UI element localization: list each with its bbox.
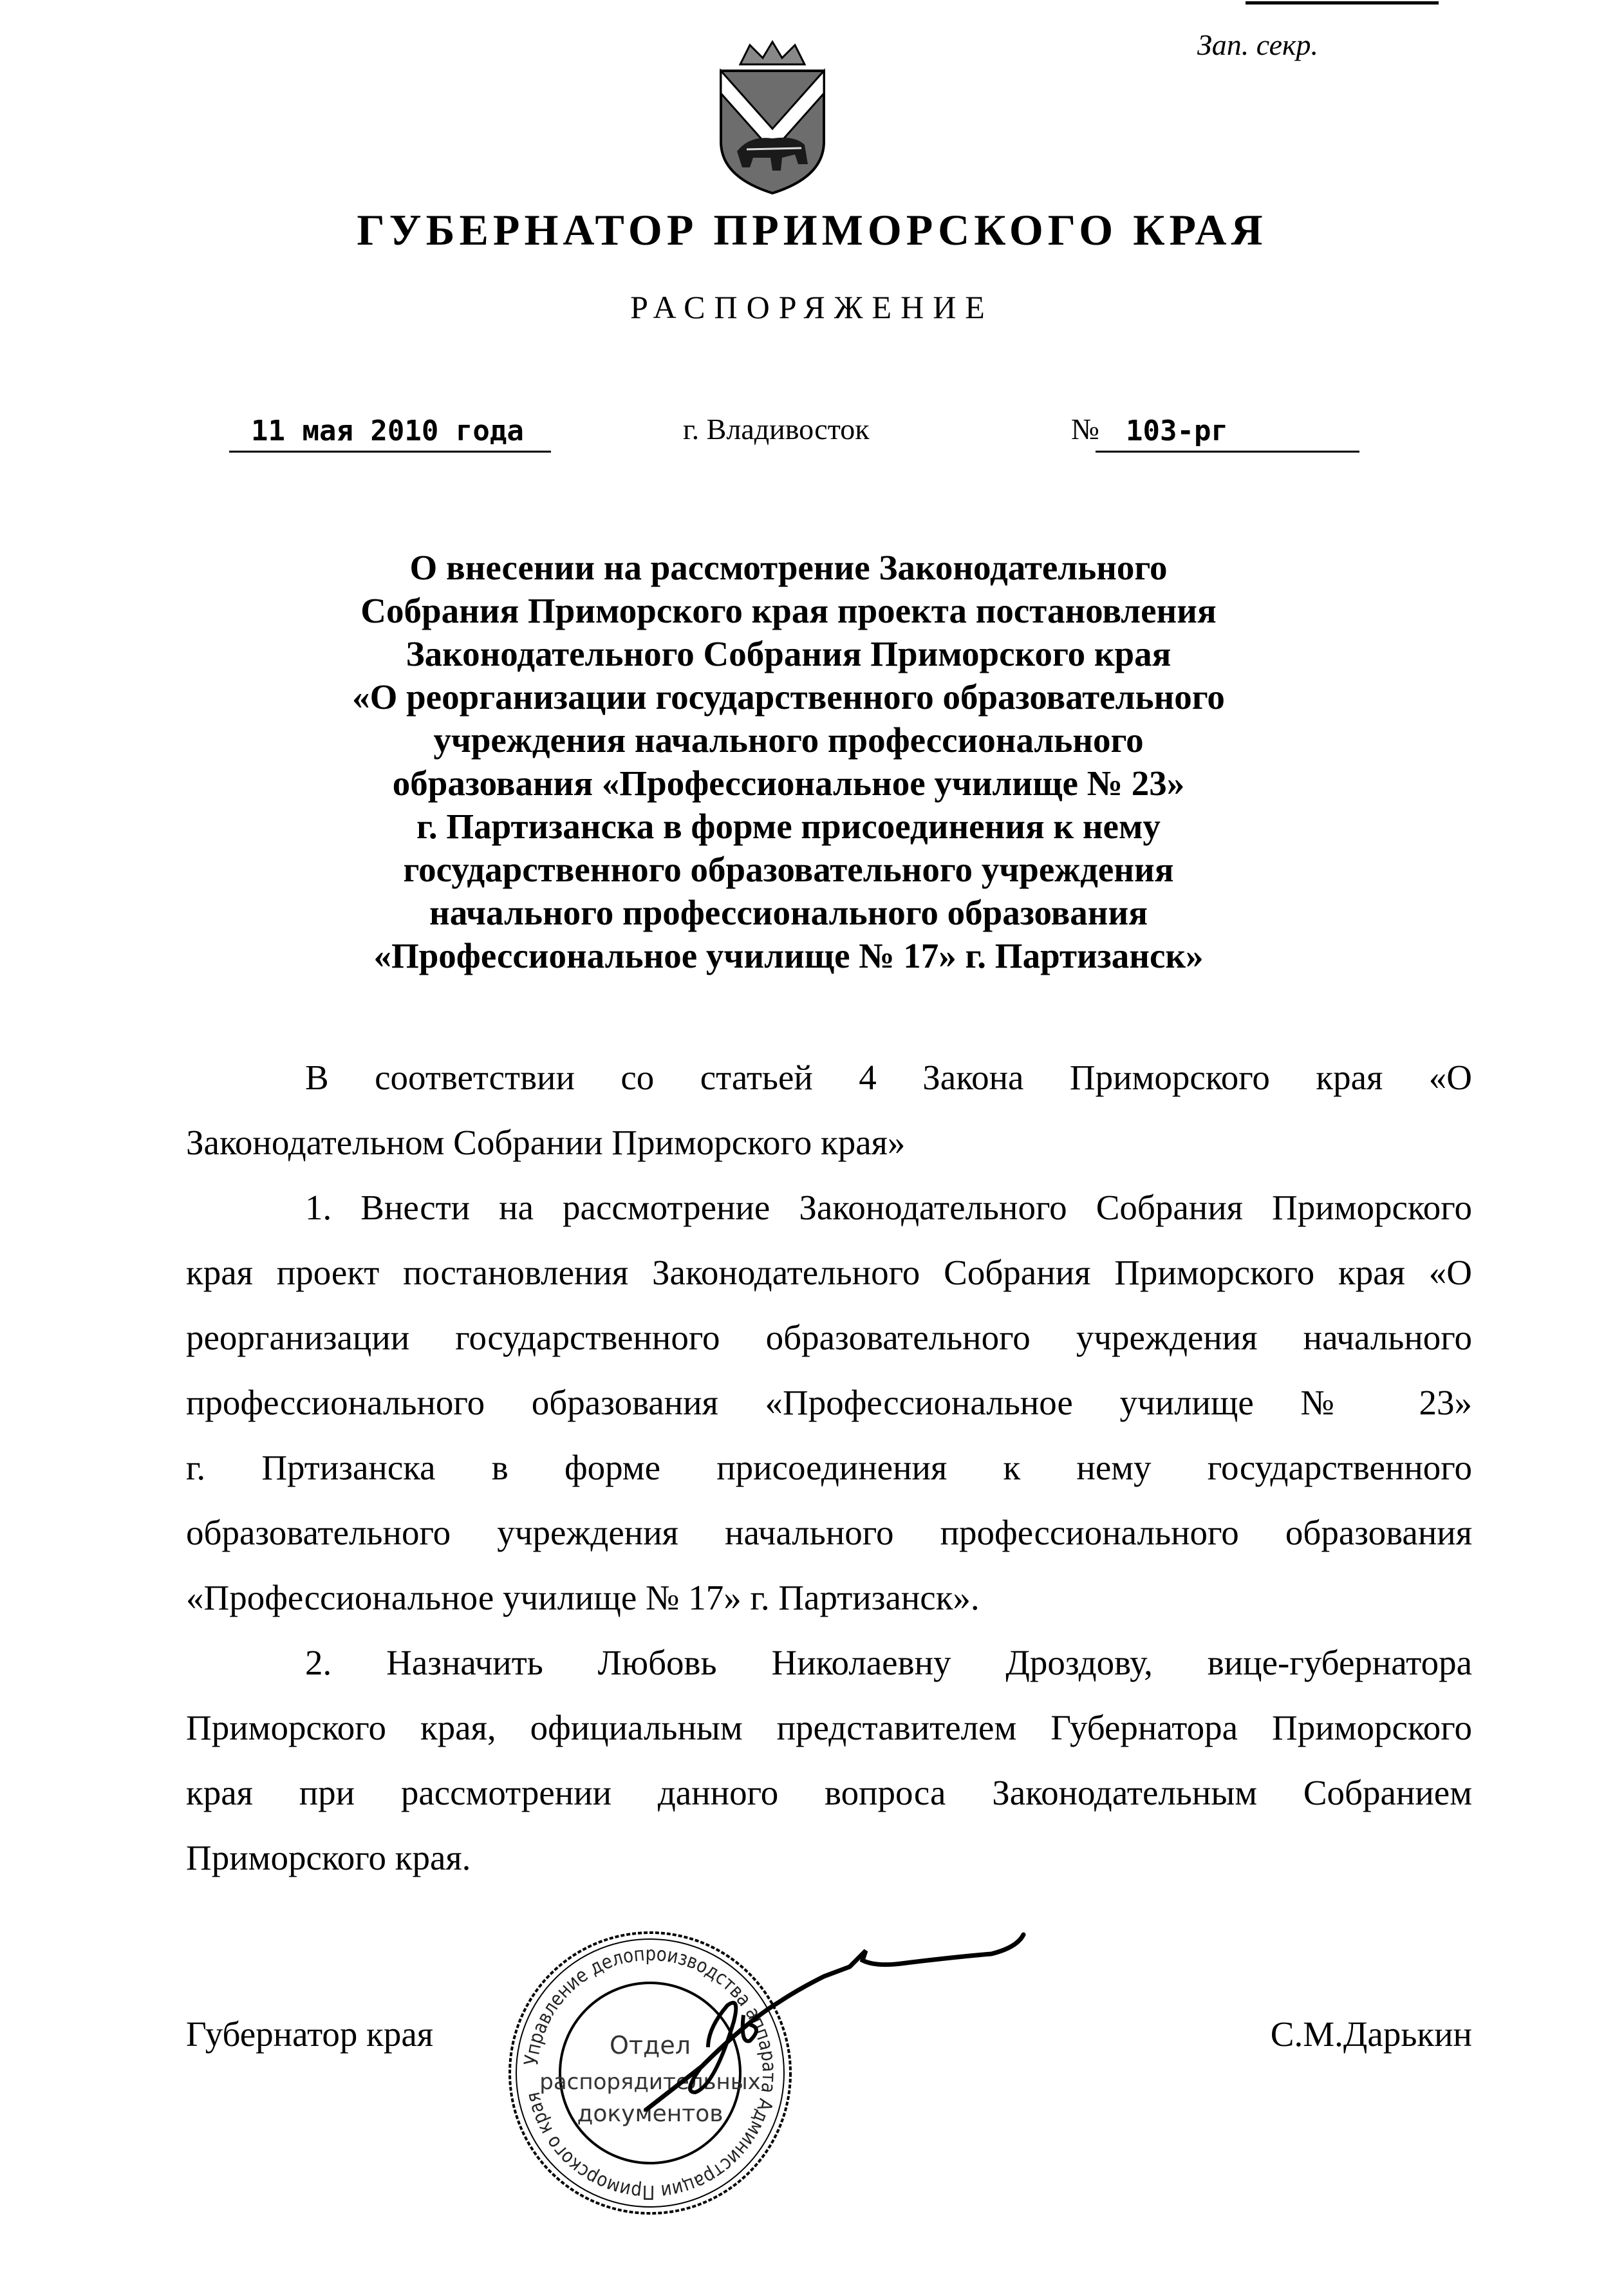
document-number: 103-рг (1126, 415, 1228, 447)
subject-line: Законодательного Собрания Приморского края (406, 634, 1171, 673)
body-line: образовательного учреждения начального профессионального образования (186, 1513, 1472, 1552)
body-line: «Профессиональное училище № 17» г. Партизанск». (186, 1578, 980, 1617)
body-line: 1. Внести на рассмотрение Законодательного Собрания Приморского (305, 1188, 1472, 1227)
signatory-title: Губернатор края (186, 2014, 434, 2054)
document-date: 11 мая 2010 года (251, 415, 524, 447)
body-line: Приморского края. (186, 1838, 471, 1877)
subject-line: образования «Профессиональное училище № 23» (392, 764, 1185, 803)
body-line: В соответствии со статьей 4 Закона Приморского края «О (305, 1058, 1472, 1097)
body-line: края проект постановления Законодательного Собрания Приморского края «О (186, 1253, 1472, 1292)
stamp-line-3: документов (577, 2101, 723, 2127)
document-city: г. Владивосток (683, 413, 870, 446)
coat-of-arms-icon (711, 39, 834, 196)
body-line: Законодательном Собрании Приморского края» (186, 1123, 906, 1162)
handwritten-signature (644, 1931, 1178, 2112)
top-edge-line (1246, 1, 1439, 5)
document-body (186, 1045, 1472, 1890)
body-line: 2. Назначить Любовь Николаевну Дроздову, вице-губернатора (305, 1643, 1472, 1682)
subject-line: Собрания Приморского края проекта постановления (360, 591, 1217, 630)
document-type: РАСПОРЯЖЕНИЕ (630, 289, 994, 325)
subject-line: начального профессионального образования (429, 893, 1148, 932)
date-underline (229, 451, 551, 453)
stamp-line-1: Отдел (610, 2031, 691, 2059)
stamp-outer-text: Управление делопроизводства аппарата Администрации Приморского края (520, 1942, 781, 2204)
body-line: реорганизации государственного образовательного учреждения начального (186, 1318, 1472, 1357)
authority-title: ГУБЕРНАТОР ПРИМОРСКОГО КРАЯ (357, 205, 1267, 254)
body-line: Приморского края, официальным представителем Губернатора Приморского (186, 1708, 1472, 1747)
handwritten-note (1191, 16, 1371, 74)
body-line: г. Пртизанска в форме присоединения к нему государственного (186, 1448, 1472, 1487)
stamp-line-2: распорядительных (539, 2069, 761, 2095)
subject-line: государственного образовательного учреждения (403, 850, 1174, 889)
signatory-name: С.М.Дарькин (1270, 2014, 1472, 2054)
body-line: края при рассмотрении данного вопроса Законодательным Собранием (186, 1773, 1472, 1812)
handwritten-note-text: Зап. секр. (1197, 28, 1319, 61)
subject-line: «О реорганизации государственного образовательного (352, 677, 1225, 717)
subject-line: «Профессиональное училище № 17» г. Партизанск» (373, 936, 1204, 975)
document-subject (0, 546, 1577, 977)
subject-line: О внесении на рассмотрение Законодательного (409, 548, 1168, 587)
subject-line: г. Партизанска в форме присоединения к нему (416, 807, 1161, 846)
number-sign: № (1071, 413, 1099, 446)
subject-line: учреждения начального профессионального (433, 720, 1144, 760)
body-line: профессионального образования «Профессиональное училище № 23» (186, 1383, 1472, 1422)
number-underline (1096, 451, 1359, 453)
